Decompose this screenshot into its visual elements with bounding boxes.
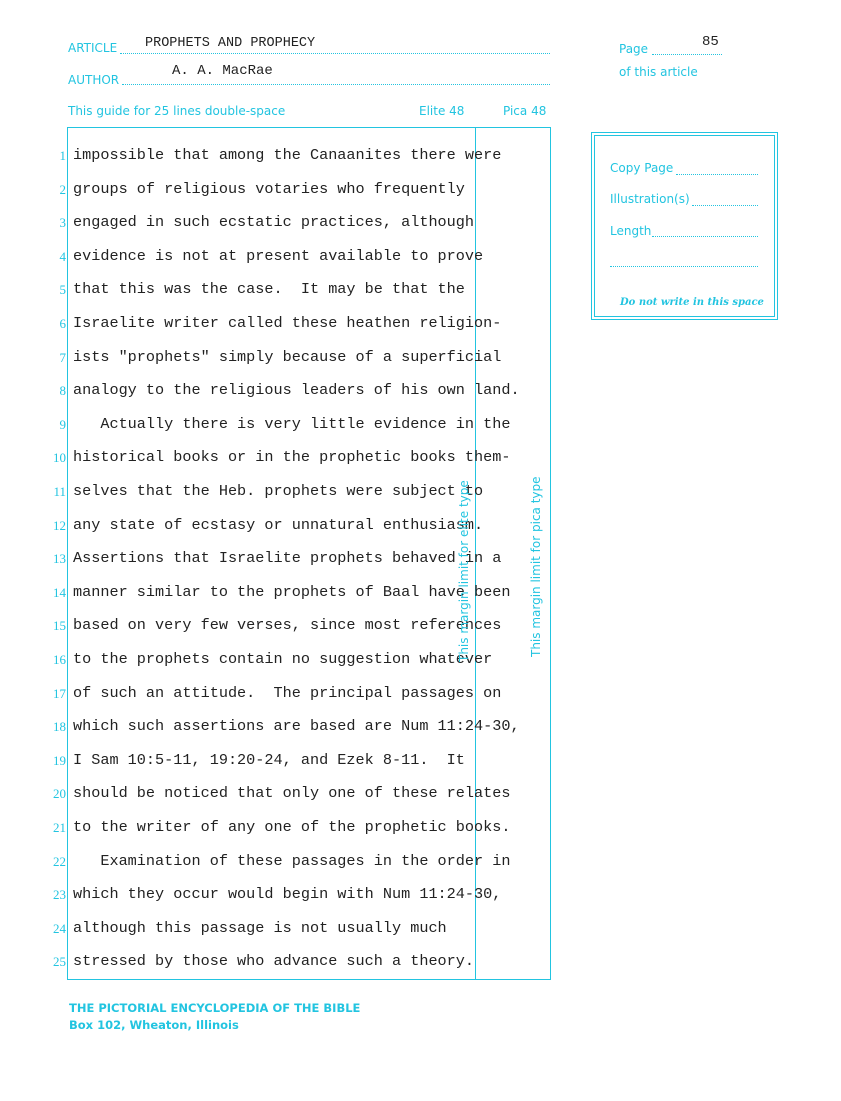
line-number: 6 bbox=[59, 316, 66, 331]
elite-margin-note: This margin limit for elite type bbox=[457, 480, 471, 662]
body-text-line: to the prophets contain no suggestion whatever bbox=[73, 650, 493, 668]
line-number: 13 bbox=[53, 551, 66, 567]
line-number: 15 bbox=[53, 618, 66, 634]
body-text-line: Israelite writer called these heathen religion- bbox=[73, 314, 502, 332]
pica-margin-note: This margin limit for pica type bbox=[529, 476, 543, 657]
body-text-line: I Sam 10:5-11, 19:20-24, and Ezek 8-11. It bbox=[73, 750, 465, 769]
body-text-line: any state of ecstasy or unnatural enthusiasm. bbox=[73, 515, 484, 534]
line-number: 19 bbox=[53, 752, 66, 768]
line-number: 18 bbox=[53, 719, 66, 735]
article-label: ARTICLE bbox=[68, 41, 118, 55]
line-number: 20 bbox=[53, 786, 66, 802]
body-text-line: which such assertions are based are Num 11:24-30, bbox=[73, 717, 520, 736]
body-text-line: groups of religious votaries who frequently bbox=[73, 179, 465, 198]
editorial-box bbox=[591, 132, 778, 320]
article-dotted-line bbox=[120, 53, 550, 54]
length-dotted-line bbox=[652, 236, 758, 237]
of-this-article-label: of this article bbox=[619, 65, 698, 79]
illustrations-label: Illustration(s) bbox=[610, 192, 690, 206]
line-number: 4 bbox=[59, 248, 66, 264]
article-title: PROPHETS AND PROPHECY bbox=[145, 36, 316, 51]
copy-page-dotted-line bbox=[676, 174, 758, 175]
body-text-line: based on very few verses, since most references bbox=[73, 616, 502, 635]
blank-dotted-line bbox=[610, 266, 758, 267]
line-number: 2 bbox=[59, 181, 66, 197]
body-text-line: although this passage is not usually much bbox=[73, 918, 447, 937]
body-text-line: analogy to the religious leaders of his own land. bbox=[73, 381, 520, 400]
author-label: AUTHOR bbox=[68, 73, 120, 87]
line-number: 1 bbox=[59, 148, 66, 163]
line-number: 10 bbox=[53, 450, 66, 466]
line-number: 16 bbox=[53, 652, 66, 667]
elite-label: Elite 48 bbox=[419, 104, 465, 118]
body-text-line: engaged in such ecstatic practices, although bbox=[73, 213, 475, 232]
page-dotted-line bbox=[652, 54, 722, 55]
body-text-line: to the writer of any one of the prophetic books. bbox=[73, 818, 511, 836]
line-number: 14 bbox=[53, 584, 66, 600]
line-number: 12 bbox=[53, 517, 66, 533]
line-number: 25 bbox=[53, 954, 66, 970]
body-text-line: should be noticed that only one of these relates bbox=[73, 784, 511, 803]
line-number: 11 bbox=[53, 484, 66, 499]
footer-publication: THE PICTORIAL ENCYCLOPEDIA OF THE BIBLE bbox=[69, 1001, 361, 1015]
line-number: 21 bbox=[53, 820, 66, 835]
do-not-write-note: Do not write in this space bbox=[620, 297, 764, 308]
line-number: 3 bbox=[59, 215, 66, 231]
line-number: 17 bbox=[53, 685, 66, 701]
copy-page-label: Copy Page bbox=[610, 161, 674, 175]
body-text-line: impossible that among the Canaanites there were bbox=[73, 146, 502, 164]
pica-label: Pica 48 bbox=[503, 104, 547, 118]
page-label: Page bbox=[619, 42, 649, 56]
line-number: 24 bbox=[53, 920, 66, 936]
body-text-line: Examination of these passages in the order in bbox=[73, 851, 511, 870]
body-text-line: stressed by those who advance such a theory. bbox=[73, 952, 475, 971]
body-text-line: evidence is not at present available to prove bbox=[73, 246, 484, 265]
author-dotted-line bbox=[122, 84, 550, 85]
body-text-line: Assertions that Israelite prophets behaved in a bbox=[73, 549, 502, 568]
line-number: 7 bbox=[59, 349, 66, 365]
line-number: 8 bbox=[59, 383, 66, 399]
author-name: A. A. MacRae bbox=[172, 63, 273, 79]
body-text-line: ists "prophets" simply because of a superficial bbox=[73, 347, 502, 366]
guide-note: This guide for 25 lines double-space bbox=[68, 104, 286, 118]
body-text-line: selves that the Heb. prophets were subject to bbox=[73, 482, 484, 500]
length-label: Length bbox=[610, 224, 652, 238]
body-text-line: Actually there is very little evidence in the bbox=[73, 414, 511, 433]
illustrations-dotted-line bbox=[692, 205, 758, 206]
page-number: 85 bbox=[702, 34, 719, 50]
footer-address: Box 102, Wheaton, Illinois bbox=[69, 1018, 239, 1032]
body-text-line: historical books or in the prophetic books them- bbox=[73, 448, 511, 467]
body-text-line: manner similar to the prophets of Baal have been bbox=[73, 582, 511, 601]
line-number: 5 bbox=[59, 282, 66, 298]
body-text-line: of such an attitude. The principal passages on bbox=[73, 683, 502, 702]
line-number: 23 bbox=[53, 887, 66, 903]
line-number: 22 bbox=[53, 853, 66, 869]
body-text-line: that this was the case. It may be that the bbox=[73, 280, 465, 299]
body-text-line: which they occur would begin with Num 11:24-30, bbox=[73, 885, 502, 904]
line-number: 9 bbox=[59, 416, 66, 432]
